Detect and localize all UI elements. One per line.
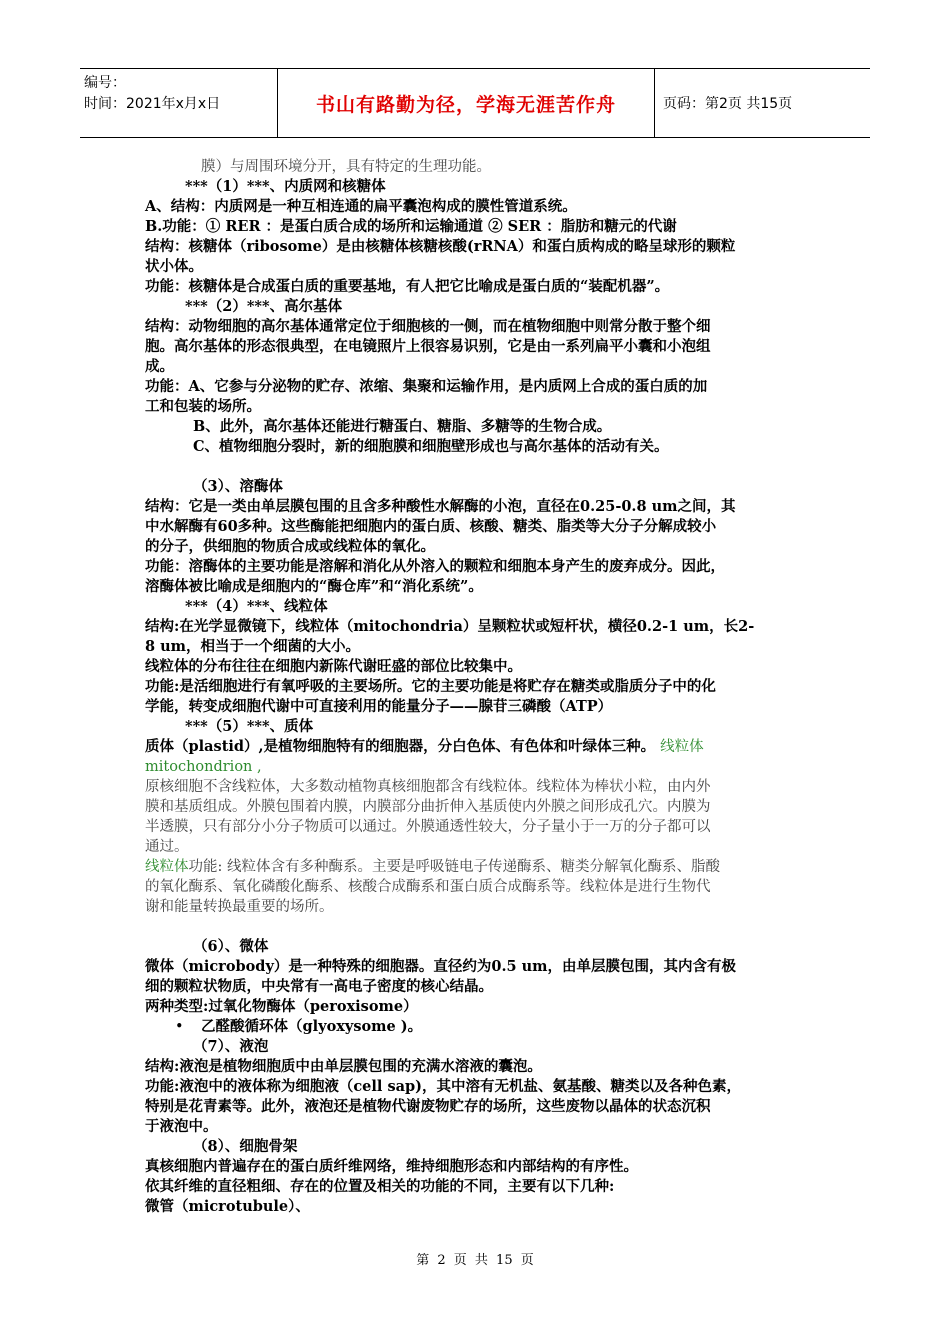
text-line: 功能:是活细胞进行有氧呼吸的主要场所。它的主要功能是将贮存在糖类或脂质分子中的化 — [145, 678, 716, 695]
number-label: 编号： — [84, 75, 126, 91]
text-line — [145, 917, 810, 937]
text-line: 真核细胞内普遍存在的蛋白质纤维网络，维持细胞形态和内部结构的有序性。 — [145, 1158, 638, 1175]
text-line: 结构:液泡是植物细胞质中由单层膜包围的充满水溶液的囊泡。 — [145, 1058, 542, 1075]
mitochondria-function-cont — [145, 877, 810, 917]
text-line: （8）、细胞骨架 — [193, 1138, 298, 1155]
text-line: B、此外，高尔基体还能进行糖蛋白、糖脂、多糖等的生物合成。 — [193, 418, 612, 435]
text-line: 依其纤维的直径粗细、存在的位置及相关的功能的不同，主要有以下几种: — [145, 1178, 615, 1195]
text-line: 学能，转变成细胞代谢中可直接利用的能量分子——腺苷三磷酸（ATP） — [145, 698, 613, 715]
text-line: （3）、溶酶体 — [193, 478, 283, 495]
page-info: 页码：第2页 共15页 — [663, 96, 793, 112]
text-line: C、植物细胞分裂时，新的细胞膜和细胞壁形成也与高尔基体的活动有关。 — [193, 438, 669, 455]
text-line: 原核细胞不含线粒体，大多数动植物真核细胞都含有线粒体。线粒体为棒状小粒，由内外 — [145, 779, 711, 795]
document-body — [145, 157, 810, 1217]
text-line: ***（2）***、高尔基体 — [185, 298, 343, 315]
mito-function-green: 线粒体 — [145, 859, 189, 875]
text-line: 功能：核糖体是合成蛋白质的重要基地，有人把它比喻成是蛋白质的“装配机器”。 — [145, 278, 670, 295]
text-line: 微体（microbody）是一种特殊的细胞器。直径约为0.5 um，由单层膜包围，其内含有极 — [145, 958, 737, 975]
text-line: （6）、微体 — [193, 938, 269, 955]
text-line: 线粒体的分布往往在细胞内新陈代谢旺盛的部位比较集中。 — [145, 658, 522, 675]
text-line: 结构:在光学显微镜下，线粒体（mitochondria）呈颗粒状或短杆状，横径0.2-1 um，长2- — [145, 618, 755, 635]
text-line: 微管（microtubule）、 — [145, 1198, 310, 1215]
text-line: 结构：动物细胞的高尔基体通常定位于细胞核的一侧，而在植物细胞中则常分散于整个细 — [145, 318, 711, 335]
text-line: 膜和基质组成。外膜包围着内膜，内膜部分曲折伸入基质使内外膜之间形成孔穴。内膜为 — [145, 799, 711, 815]
text-line: 谢和能量转换最重要的场所。 — [145, 899, 334, 915]
text-line: 功能：A、它参与分泌物的贮存、浓缩、集聚和运输作用，是内质网上合成的蛋白质的加 — [145, 378, 708, 395]
text-line: 工和包装的场所。 — [145, 398, 261, 415]
text-line — [145, 457, 810, 477]
motto: 书山有路勤为径，学海无涯苦作舟 — [278, 69, 655, 137]
text-line: 于液泡中。 — [145, 1118, 218, 1135]
text-line: 的氧化酶系、氧化磷酸化酶系、核酸合成酶系和蛋白质合成酶系等。线粒体是进行生物代 — [145, 879, 711, 895]
text-line: 结构：核糖体（ribosome）是由核糖体核糖核酸(rRNA）和蛋白质构成的略呈球形的颗粒 — [145, 238, 736, 255]
mito-green-label: 线粒体 — [660, 739, 704, 755]
text-line: 细的颗粒状物质，中央常有一高电子密度的核心结晶。 — [145, 978, 493, 995]
mito-function-line — [145, 857, 810, 877]
bullet-symbol: • — [175, 1019, 184, 1035]
plastid-text: 质体（plastid）,是植物细胞特有的细胞器，分白色体、有色体和叶绿体三种。 — [145, 738, 656, 755]
header-table — [80, 68, 870, 138]
text-line: 状小体。 — [145, 258, 203, 275]
text-line: 结构：它是一类由单层膜包围的且含多种酸性水解酶的小泡，直径在0.25-0.8 um之间，其 — [145, 498, 736, 515]
text-line: 8 um，相当于一个细菌的大小。 — [145, 638, 361, 655]
text-line: ***（4）***、线粒体 — [185, 598, 328, 615]
time-label: 时间：2021年x月x日 — [84, 96, 221, 112]
text-line: 胞。高尔基体的形态很典型，在电镜照片上很容易识别，它是由一系列扁平小囊和小泡组 — [145, 338, 711, 355]
text-line: 功能：溶酶体的主要功能是溶解和消化从外溶入的颗粒和细胞本身产生的废弃成分。因此， — [145, 558, 725, 575]
text-line: 膜）与周围环境分开，具有特定的生理功能。 — [201, 159, 491, 175]
text-line: （7）、液泡 — [193, 1038, 269, 1055]
plastid-line — [145, 737, 810, 757]
text-line: 功能:液泡中的液体称为细胞液（cell sap)，其中溶有无机盐、氨基酸、糖类以及各种色素， — [145, 1078, 742, 1095]
text-line: B.功能：① RER ：是蛋白质合成的场所和运输通道 ② SER ：脂肪和糖元的代谢 — [145, 218, 677, 235]
section-microbody — [145, 917, 810, 1017]
page-footer: 第 2 页 共 15 页 — [416, 1253, 534, 1268]
text-line: 成。 — [145, 358, 174, 375]
text-line: 半透膜，只有部分小分子物质可以通过。外膜通透性较大，分子量小于一万的分子都可以 — [145, 819, 711, 835]
mito-function-text: 功能: 线粒体含有多种酶系。主要是呼吸链电子传递酶系、糖类分解氧化酶系、脂酸 — [188, 859, 720, 875]
text-line: 两种类型:过氧化物酶体（peroxisome） — [145, 998, 418, 1015]
bullet-item — [145, 1017, 810, 1037]
text-line: 特别是花青素等。此外，液泡还是植物代谢废物贮存的场所，这些废物以晶体的状态沉积 — [145, 1098, 711, 1115]
text-line: 通过。 — [145, 839, 189, 855]
text-line: 中水解酶有60多种。这些酶能把细胞内的蛋白质、核酸、糖类、脂类等大分子分解成较小 — [145, 518, 717, 535]
section-vacuole-cytoskeleton — [145, 1037, 810, 1217]
mitochondria-description — [145, 777, 810, 857]
mito-english-label: mitochondrion , — [145, 759, 262, 775]
text-line: ***（5）***、质体 — [185, 718, 314, 735]
bullet-text: 乙醛酸循环体（glyoxysome )。 — [201, 1018, 423, 1035]
text-line: 的分子，供细胞的物质合成或线粒体的氧化。 — [145, 538, 435, 555]
text-line: 溶酶体被比喻成是细胞内的“酶仓库”和“消化系统”。 — [145, 578, 483, 595]
text-line: A、结构：内质网是一种互相连通的扁平囊泡构成的膜性管道系统。 — [145, 198, 577, 215]
text-line: ***（1）***、内质网和核糖体 — [185, 178, 386, 195]
header-left-cell — [80, 69, 278, 137]
section-organelles-1 — [145, 157, 810, 737]
